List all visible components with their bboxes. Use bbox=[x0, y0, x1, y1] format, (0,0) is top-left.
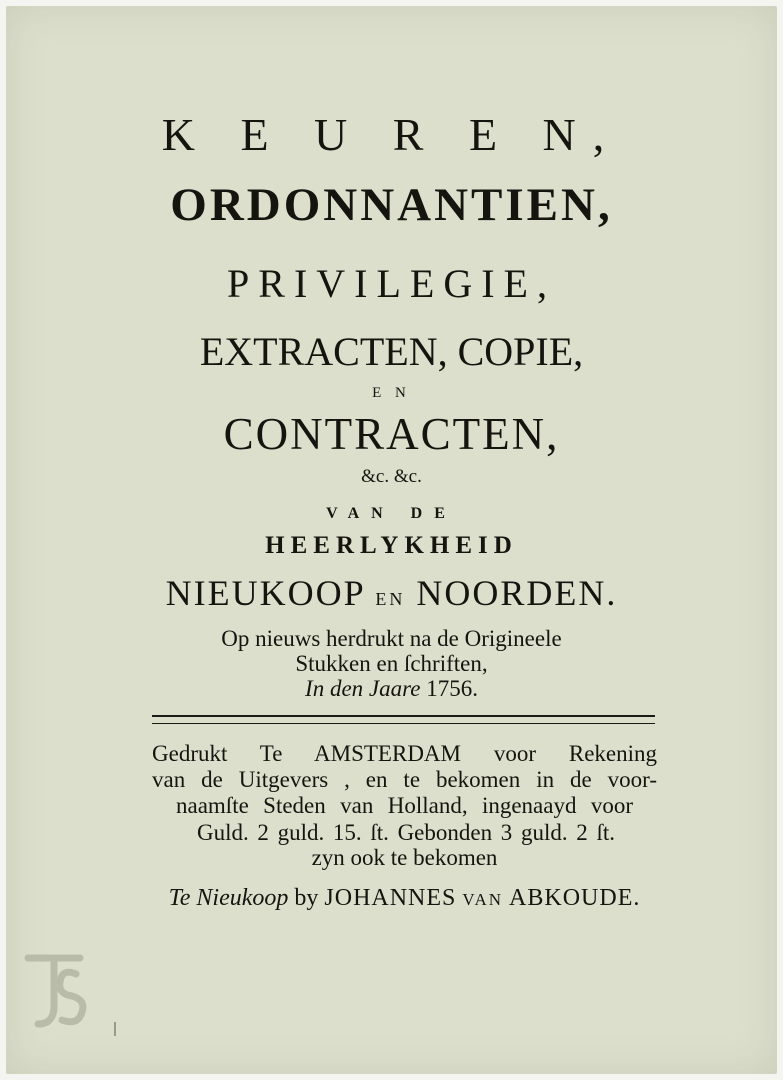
seller-by: by bbox=[294, 885, 319, 911]
reprint-line-2: Stukken en ſchriften, bbox=[295, 651, 488, 676]
ts-monogram-icon bbox=[22, 950, 90, 1032]
imprint-line-5: zyn ook te bekomen bbox=[311, 845, 498, 870]
title-privilegie: PRIVILEGIE, bbox=[227, 261, 556, 306]
title-contracten: CONTRACTEN, bbox=[223, 409, 560, 459]
imprint-line-1: Gedrukt Te AMSTERDAM voor Rekening bbox=[152, 741, 657, 766]
divider-rule-thin bbox=[152, 723, 655, 724]
paper-mark bbox=[114, 1022, 116, 1036]
seller-surname: ABKOUDE. bbox=[509, 885, 641, 911]
title-nieukoop-en-noorden bbox=[0, 572, 783, 614]
title-noorden: NOORDEN. bbox=[416, 573, 618, 613]
seller-van: VAN bbox=[462, 890, 504, 909]
imprint-line-3: naamſte Steden van Holland, ingenaayd voor bbox=[176, 793, 633, 818]
title-keuren: K E U R E N, bbox=[161, 109, 622, 160]
title-en: E N bbox=[372, 385, 411, 401]
seller-place: Te Nieukoop bbox=[168, 885, 289, 911]
imprint-line-2: van de Uitgevers , en te bekomen in de voor- bbox=[152, 767, 657, 792]
title-etc: &c. &c. bbox=[361, 466, 422, 487]
reprint-line-3 bbox=[0, 676, 783, 702]
title-extracten-copie: EXTRACTEN, COPIE, bbox=[199, 329, 584, 374]
imprint-line-4: Guld. 2 guld. 15. ſt. Gebonden 3 guld. 2 ſt. bbox=[197, 820, 615, 845]
title-van-de: VAN DE bbox=[326, 505, 457, 522]
title-nieukoop: NIEUKOOP bbox=[165, 573, 365, 613]
title-en-small: EN bbox=[375, 589, 406, 609]
title-ordonnantien: ORDONNANTIEN, bbox=[170, 179, 613, 231]
reprint-year-label: In den Jaare bbox=[305, 676, 421, 701]
title-heerlykheid: HEERLYKHEID bbox=[265, 532, 518, 559]
reprint-year: 1756. bbox=[426, 676, 478, 701]
seller-name: JOHANNES bbox=[324, 885, 457, 911]
seller-line bbox=[152, 885, 657, 912]
reprint-line-1: Op nieuws herdrukt na de Origineele bbox=[221, 626, 562, 651]
divider-rule-thick bbox=[152, 715, 655, 717]
